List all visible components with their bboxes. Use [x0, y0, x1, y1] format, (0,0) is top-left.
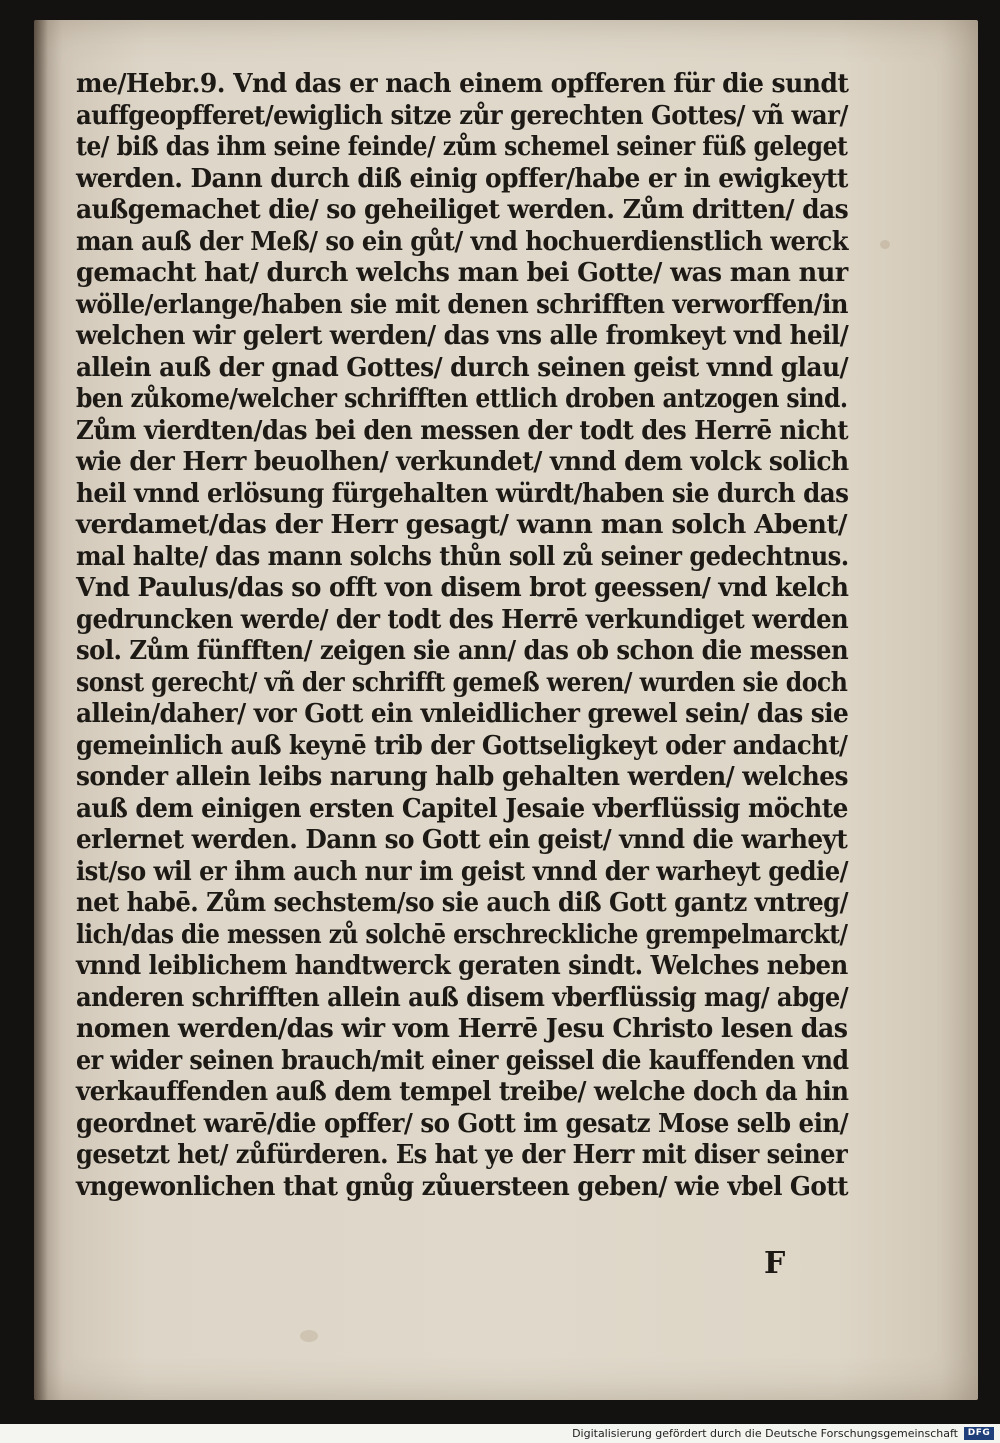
text-line: verkauffenden auß dem tempel treibe/ welche doch da hin [76, 1076, 849, 1107]
text-line: auß dem einigen ersten Capitel Jesaie vberflüssig möchte [76, 792, 848, 824]
text-line: vnnd leiblichem handtwerck geraten sindt. Welches neben [76, 950, 848, 981]
text-line: sonder allein leibs narung halb gehalten werden/ welches [76, 761, 848, 792]
text-line: me/Hebr.9. Vnd das er nach einem opfferen für die sundt [76, 68, 849, 99]
text-line: gedruncken werde/ der todt des Herrē verkundiget werden [76, 603, 849, 635]
text-line: wölle/erlange/haben sie mit denen schrifften verworffen/in [76, 288, 848, 320]
text-line: Zům vierdten/das bei den messen der todt des Herrē nicht [76, 414, 848, 446]
text-line: nomen werden/das wir vom Herrē Jesu Christo lesen das [76, 1013, 848, 1044]
text-line: gesetzt het/ zůfürderen. Es hat ye der Herr mit diser seiner [76, 1139, 848, 1170]
funding-credit: Digitalisierung gefördert durch die Deutsche Forschungsgemeinschaft [572, 1427, 958, 1440]
text-line: sonst gerecht/ vñ der schrifft gemeß weren/ wurden sie doch [76, 666, 848, 698]
text-line: geordnet warē/die opffer/ so Gott im gesatz Mose selb ein/ [76, 1107, 849, 1139]
text-line: ben zůkome/welcher schrifften ettlich droben antzogen sind. [76, 383, 848, 414]
text-line: te/ biß das ihm seine feinde/ zům schemel seiner füß geleget [76, 131, 848, 162]
dfg-logo-icon: DFG [964, 1427, 994, 1440]
signature-mark: F [764, 1246, 786, 1281]
paper-stain [880, 240, 890, 249]
page-gutter-shadow [34, 20, 48, 1400]
digitization-footer [0, 1424, 1000, 1443]
text-line: ist/so wil er ihm auch nur im geist vnnd der warheyt gedie/ [76, 855, 848, 887]
text-line: verdamet/das der Herr gesagt/ wann man solch Abent/ [76, 509, 847, 540]
text-line: welchen wir gelert werden/ das vns alle fromkeyt vnd heil/ [76, 320, 849, 351]
text-line: werden. Dann durch diß einig opffer/habe er in ewigkeytt [76, 162, 848, 194]
text-line: außgemachet die/ so geheiliget werden. Zům dritten/ das [76, 194, 849, 225]
text-line: er wider seinen brauch/mit einer geissel die kauffenden vnd [76, 1044, 849, 1076]
page-body-text [76, 68, 856, 1202]
text-line: wie der Herr beuolhen/ verkundet/ vnnd dem volck solich [76, 446, 849, 477]
text-line: sol. Zům fünfften/ zeigen sie ann/ das ob schon die messen [76, 635, 849, 666]
text-line: vngewonlichen that gnůg zůuersteen geben/ wie vbel Gott [76, 1170, 849, 1202]
text-line: gemeinlich auß keynē trib der Gottseligkeyt oder andacht/ [76, 729, 848, 761]
text-line: gemacht hat/ durch welchs man bei Gotte/ was man nur [76, 257, 848, 288]
text-line: heil vnnd erlösung fürgehalten würdt/haben sie durch das [76, 477, 849, 509]
paper-stain [300, 1330, 318, 1342]
text-line: allein/daher/ vor Gott ein vnleidlicher grewel sein/ das sie [76, 698, 849, 729]
text-line: erlernet werden. Dann so Gott ein geist/ vnnd die warheyt [76, 824, 848, 855]
text-line: anderen schrifften allein auß disem vberflüssig mag/ abge/ [76, 981, 849, 1013]
text-line: lich/das die messen zů solchē erschreckliche grempelmarckt/ [76, 918, 848, 950]
text-line: net habē. Zům sechstem/so sie auch diß Gott gantz vntreg/ [76, 887, 848, 918]
text-line: Vnd Paulus/das so offt von disem brot geessen/ vnd kelch [76, 572, 849, 603]
text-line: allein auß der gnad Gottes/ durch seinen geist vnnd glau/ [76, 351, 849, 383]
text-line: man auß der Meß/ so ein gůt/ vnd hochuerdienstlich werck [76, 225, 848, 257]
text-line: mal halte/ das mann solchs thůn soll zů seiner gedechtnus. [76, 540, 849, 572]
text-line: auffgeopfferet/ewiglich sitze zůr gerechten Gottes/ vñ war/ [76, 99, 848, 131]
